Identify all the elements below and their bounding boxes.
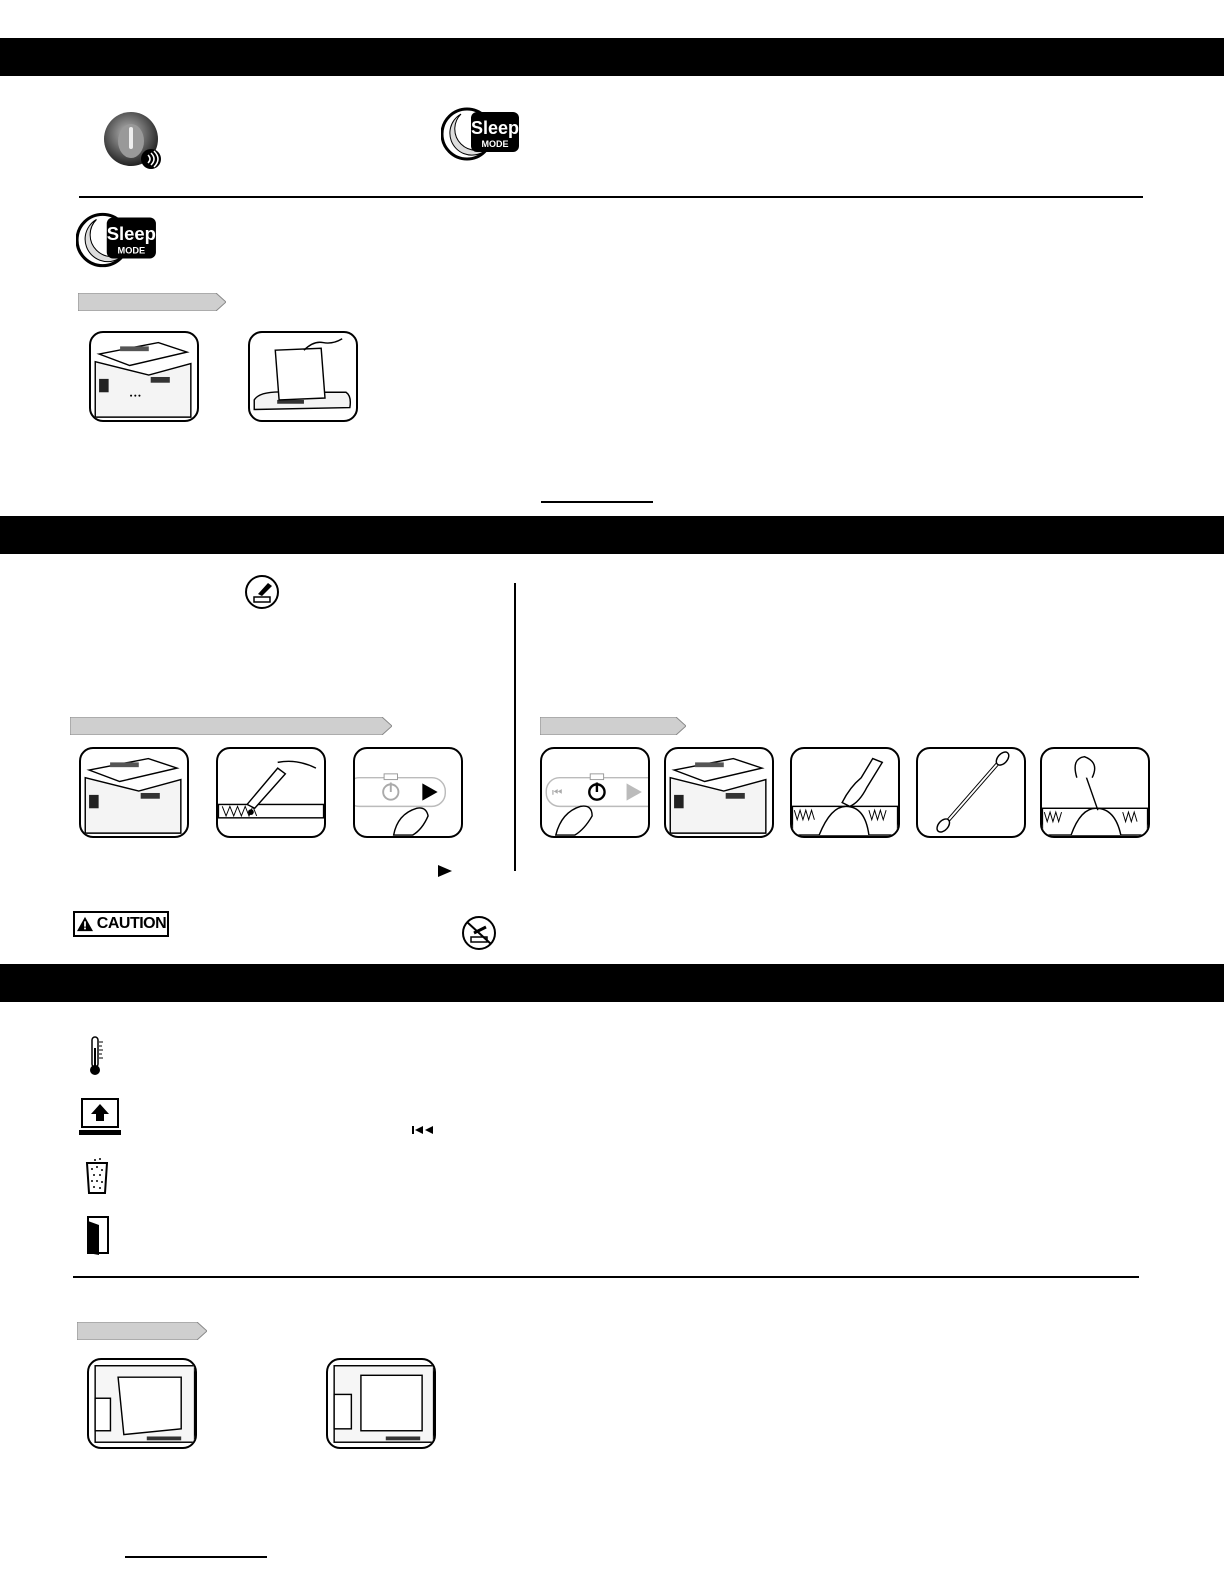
step-tab-2 [70, 717, 392, 735]
forward-icon [437, 864, 453, 878]
illustration-press-power [540, 747, 650, 838]
illustration-oil-blades [216, 747, 326, 838]
section-band-3 [0, 964, 1224, 1002]
hyperlink-underline-1[interactable] [541, 501, 653, 503]
illustration-clean-sensor [1040, 747, 1150, 838]
reverse-icon [411, 1122, 437, 1132]
svg-text:⏮: ⏮ [551, 784, 563, 799]
section-band-1 [0, 38, 1224, 76]
illustration-cotton-swab [916, 747, 1026, 838]
illustration-press-forward [353, 747, 463, 838]
hyperlink-underline-2[interactable] [125, 1556, 267, 1558]
door-open-icon [85, 1215, 111, 1257]
illustration-shredder-lid-open [89, 331, 199, 422]
caution-text: CAUTION [96, 915, 167, 932]
warning-triangle-icon [76, 916, 94, 932]
silent-operation-icon [103, 111, 163, 171]
sleep-badge-subtext: MODE [481, 139, 509, 149]
caution-label [73, 911, 169, 937]
illustration-bin-open [87, 1358, 197, 1449]
step-tab-1 [78, 293, 226, 311]
illustration-shredder-lid-open-2 [79, 747, 189, 838]
illustration-shredder-lid-open-3 [664, 747, 774, 838]
illustration-bin-closed [326, 1358, 436, 1449]
bin-full-icon [84, 1157, 110, 1195]
thermometer-icon [87, 1036, 105, 1076]
illustration-insert-paper [248, 331, 358, 422]
divider-2 [73, 1276, 1139, 1278]
column-divider [514, 583, 516, 871]
step-tab-3 [540, 717, 686, 735]
divider-1 [79, 196, 1143, 198]
section-band-2 [0, 516, 1224, 554]
sleep-mode-icon [76, 211, 158, 269]
sleep-badge-text: Sleep [470, 118, 520, 138]
sleep-badge-text: Sleep [106, 223, 156, 244]
oil-icon [244, 575, 282, 609]
sleep-badge-subtext: MODE [117, 245, 146, 256]
paper-jam-icon [79, 1097, 121, 1137]
step-tab-4 [77, 1322, 207, 1340]
no-aerosol-icon [460, 915, 498, 951]
illustration-sensor-finger [790, 747, 900, 838]
svg-text:● ● ●: ● ● ● [129, 394, 141, 400]
sleep-mode-icon [441, 106, 521, 162]
